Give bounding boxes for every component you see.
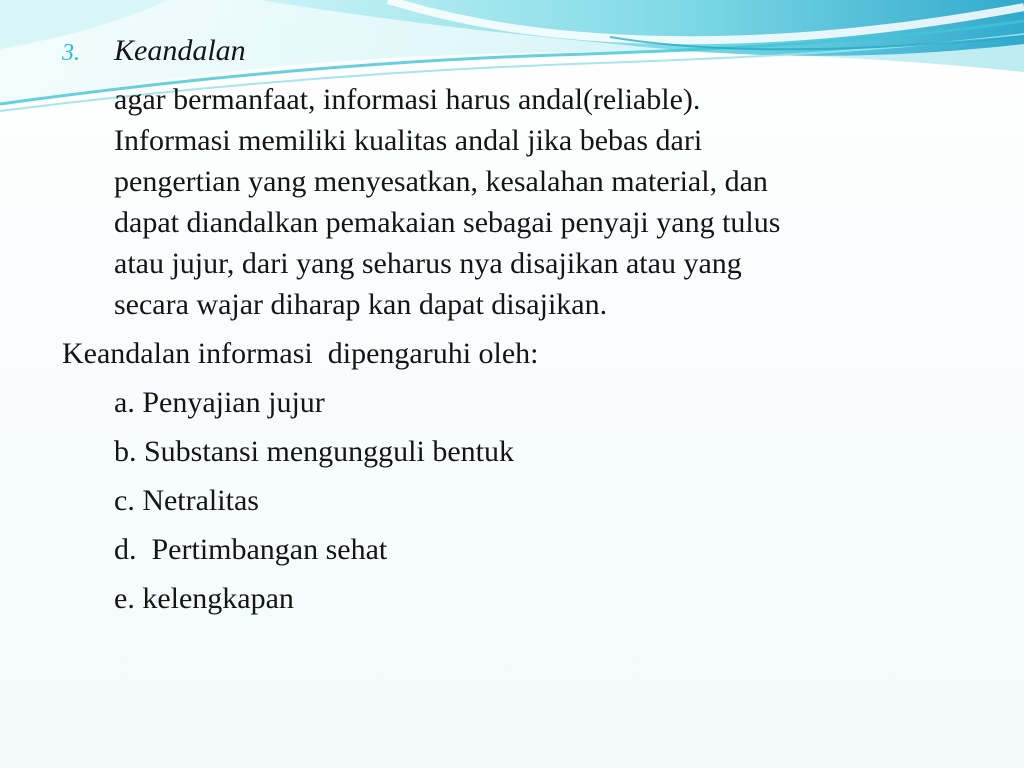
paragraph-line: agar bermanfaat, informasi harus andal(reliable). xyxy=(114,83,701,116)
paragraph-line: atau jujur, dari yang seharus nya disajikan atau yang xyxy=(114,247,742,280)
list-item: a. Penyajian jujur xyxy=(114,386,325,419)
reliability-factors-list xyxy=(114,382,514,627)
paragraph-line: dapat diandalkan pemakaian sebagai penyaji yang tulus xyxy=(114,206,781,239)
list-item: c. Netralitas xyxy=(114,484,259,517)
list-item: d. Pertimbangan sehat xyxy=(114,533,388,566)
numbered-heading xyxy=(62,32,246,72)
paragraph-line: secara wajar diharap kan dapat disajikan. xyxy=(114,288,608,321)
reliability-paragraph xyxy=(114,79,964,325)
list-item: b. Substansi mengungguli bentuk xyxy=(114,435,514,468)
factors-heading: Keandalan informasi dipengaruhi oleh: xyxy=(62,337,539,370)
paragraph-line: pengertian yang menyesatkan, kesalahan material, dan xyxy=(114,165,768,198)
list-item: e. kelengkapan xyxy=(114,582,294,615)
paragraph-line: Informasi memiliki kualitas andal jika bebas dari xyxy=(114,124,703,157)
heading-number: 3. xyxy=(62,40,80,66)
heading-title: Keandalan xyxy=(114,34,246,67)
